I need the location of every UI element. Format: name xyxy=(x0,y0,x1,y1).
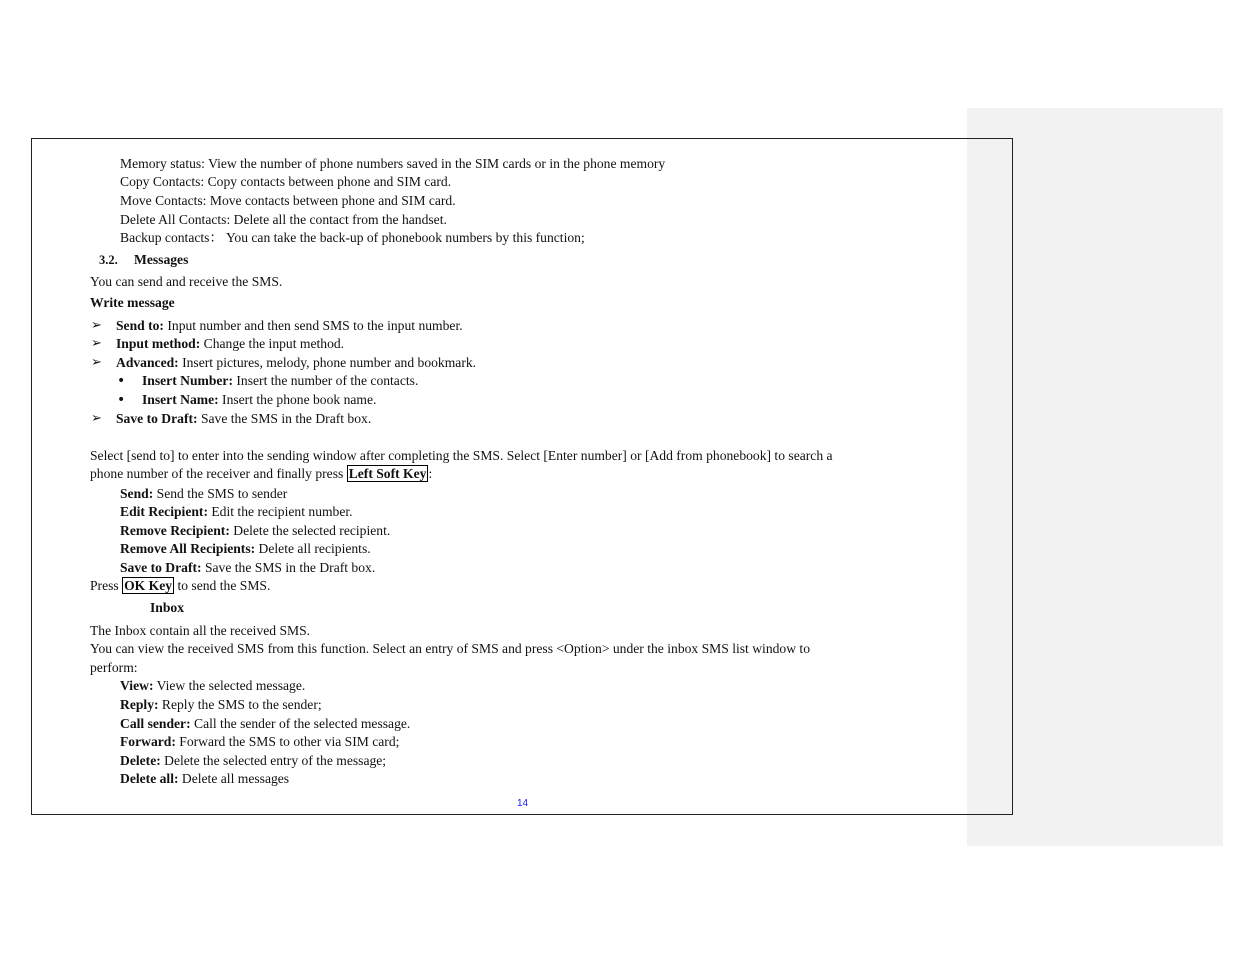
text-span: Press xyxy=(90,578,123,593)
option-text: Delete all recipients. xyxy=(255,541,371,556)
option-text: View the selected message. xyxy=(153,678,306,693)
option-label: Remove Recipient: xyxy=(120,523,230,538)
inbox-option xyxy=(120,696,322,714)
inbox-option xyxy=(120,677,305,695)
option-label: Forward: xyxy=(120,734,176,749)
option-label: Call sender: xyxy=(120,716,191,731)
item-label: Insert Name: xyxy=(142,392,219,407)
item-label: Save to Draft: xyxy=(116,411,198,426)
press-line xyxy=(90,577,270,595)
option-label: Delete: xyxy=(120,753,161,768)
arrow-bullet-icon: ➢ xyxy=(91,336,102,351)
dot-bullet-icon: • xyxy=(117,373,126,389)
item-text: Input number and then send SMS to the input number. xyxy=(163,318,463,333)
send-option xyxy=(120,559,375,577)
select-para-line: Select [send to] to enter into the sending window after completing the SMS. Select [Enter number] or [Add from phonebook] to search a xyxy=(90,448,833,463)
option-label: Reply: xyxy=(120,697,159,712)
inbox-option xyxy=(120,733,399,751)
section-number: 3.2. xyxy=(99,253,118,267)
dot-bullet-icon: • xyxy=(117,392,126,408)
contacts-line: Move Contacts: Move contacts between phone and SIM card. xyxy=(120,193,456,208)
inbox-intro: The Inbox contain all the received SMS. xyxy=(90,623,311,638)
sub-list-item xyxy=(142,391,376,409)
send-option xyxy=(120,522,390,540)
inbox-heading: Inbox xyxy=(150,600,185,615)
page-number: 14 xyxy=(517,798,529,809)
contacts-line: Memory status: View the number of phone numbers saved in the SIM cards or in the phone memory xyxy=(120,156,666,171)
sub-list-item xyxy=(142,372,418,390)
item-label: Insert Number: xyxy=(142,373,233,388)
list-item xyxy=(116,354,476,372)
option-text: Forward the SMS to other via SIM card; xyxy=(175,734,400,749)
item-label: Input method: xyxy=(116,336,201,351)
item-label: Advanced: xyxy=(116,355,179,370)
write-heading: Write message xyxy=(90,295,175,310)
item-text: Change the input method. xyxy=(200,336,345,351)
item-text: Insert pictures, melody, phone number and bookmark. xyxy=(178,355,477,370)
text-span: : xyxy=(428,466,433,481)
option-label: Send: xyxy=(120,486,154,501)
option-text: Save the SMS in the Draft box. xyxy=(201,560,376,575)
option-text: Send the SMS to sender xyxy=(153,486,288,501)
option-label: Remove All Recipients: xyxy=(120,541,256,556)
option-text: Delete the selected entry of the message; xyxy=(160,753,387,768)
option-label: Save to Draft: xyxy=(120,560,202,575)
left-soft-key-label: Left Soft Key xyxy=(348,466,427,481)
section-title: Messages xyxy=(134,252,189,267)
ok-key-label: OK Key xyxy=(124,578,173,593)
inbox-para-line: You can view the received SMS from this function. Select an entry of SMS and press <Option> under the inbox SMS list window to xyxy=(90,641,811,656)
contacts-line: Delete All Contacts: Delete all the contact from the handset. xyxy=(120,212,447,227)
item-text: Insert the phone book name. xyxy=(218,392,377,407)
option-text: Edit the recipient number. xyxy=(207,504,353,519)
send-option xyxy=(120,485,287,503)
contacts-line: Backup contacts： You can take the back-up of phonebook numbers by this function; xyxy=(120,230,585,245)
option-text: Reply the SMS to the sender; xyxy=(158,697,322,712)
inbox-para-line: perform: xyxy=(90,660,138,675)
arrow-bullet-icon: ➢ xyxy=(91,318,102,333)
send-option xyxy=(120,540,371,558)
option-text: Delete all messages xyxy=(178,771,290,786)
contacts-line: Copy Contacts: Copy contacts between phone and SIM card. xyxy=(120,174,452,189)
intro-text: You can send and receive the SMS. xyxy=(90,274,283,289)
text-span: to send the SMS. xyxy=(174,578,271,593)
option-label: Delete all: xyxy=(120,771,179,786)
list-item xyxy=(116,335,344,353)
list-item xyxy=(116,317,463,335)
item-text: Insert the number of the contacts. xyxy=(233,373,419,388)
item-label: Send to: xyxy=(116,318,164,333)
item-text: Save the SMS in the Draft box. xyxy=(197,411,372,426)
send-option xyxy=(120,503,353,521)
inbox-option xyxy=(120,752,386,770)
list-item xyxy=(116,410,371,428)
arrow-bullet-icon: ➢ xyxy=(91,355,102,370)
inbox-option xyxy=(120,770,289,788)
arrow-bullet-icon: ➢ xyxy=(91,411,102,426)
option-label: Edit Recipient: xyxy=(120,504,208,519)
text-span: phone number of the receiver and finally press xyxy=(90,466,347,481)
option-label: View: xyxy=(120,678,154,693)
inbox-option xyxy=(120,715,410,733)
option-text: Delete the selected recipient. xyxy=(229,523,391,538)
select-para-line xyxy=(90,465,432,483)
option-text: Call the sender of the selected message. xyxy=(190,716,411,731)
